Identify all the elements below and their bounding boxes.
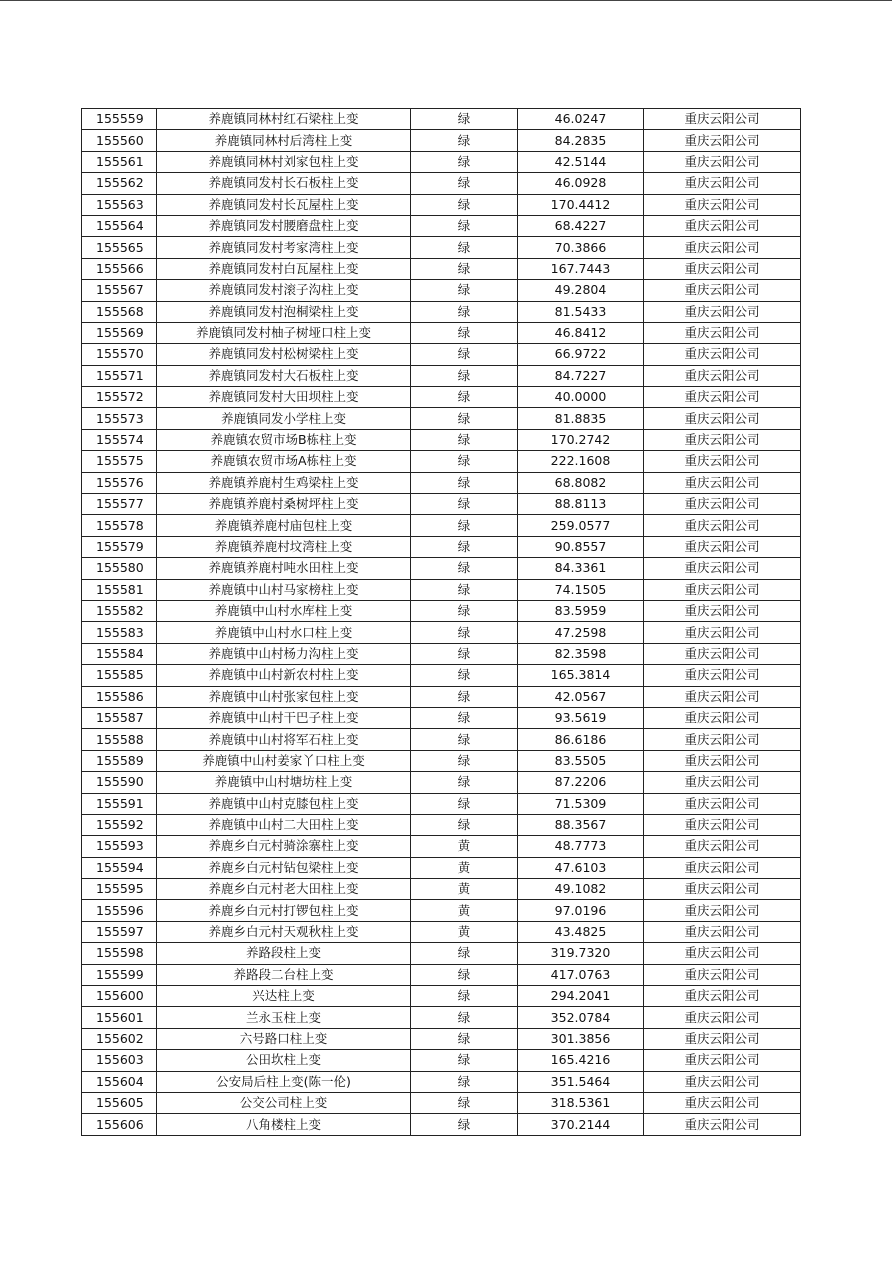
status-color-cell: 绿	[411, 558, 518, 579]
company-name-cell: 重庆云阳公司	[644, 301, 801, 322]
table-row	[82, 665, 801, 686]
status-color-cell: 绿	[411, 750, 518, 771]
row-id-cell: 155586	[82, 686, 157, 707]
row-id-cell: 155576	[82, 472, 157, 493]
status-color-cell: 黄	[411, 900, 518, 921]
row-id-cell: 155584	[82, 643, 157, 664]
capacity-value-cell: 165.3814	[518, 665, 644, 686]
table-row	[82, 1071, 801, 1092]
table-row	[82, 579, 801, 600]
page-top-border	[0, 0, 892, 1]
capacity-value-cell: 46.0928	[518, 173, 644, 194]
transformer-name-cell: 养鹿镇同发小学柱上变	[157, 408, 411, 429]
transformer-name-cell: 养鹿镇中山村将军石柱上变	[157, 729, 411, 750]
company-name-cell: 重庆云阳公司	[644, 814, 801, 835]
table-row	[82, 900, 801, 921]
capacity-value-cell: 71.5309	[518, 793, 644, 814]
table-row	[82, 344, 801, 365]
company-name-cell: 重庆云阳公司	[644, 729, 801, 750]
row-id-cell: 155591	[82, 793, 157, 814]
status-color-cell: 绿	[411, 1007, 518, 1028]
transformer-name-cell: 养鹿镇养鹿村桑树坪柱上变	[157, 494, 411, 515]
row-id-cell: 155603	[82, 1050, 157, 1071]
row-id-cell: 155565	[82, 237, 157, 258]
status-color-cell: 绿	[411, 130, 518, 151]
capacity-value-cell: 83.5959	[518, 600, 644, 621]
company-name-cell: 重庆云阳公司	[644, 130, 801, 151]
capacity-value-cell: 66.9722	[518, 344, 644, 365]
table-row	[82, 494, 801, 515]
transformer-name-cell: 公田坎柱上变	[157, 1050, 411, 1071]
row-id-cell: 155587	[82, 707, 157, 728]
company-name-cell: 重庆云阳公司	[644, 1071, 801, 1092]
row-id-cell: 155563	[82, 194, 157, 215]
capacity-value-cell: 370.2144	[518, 1114, 644, 1135]
transformer-name-cell: 养鹿镇同发村松树梁柱上变	[157, 344, 411, 365]
status-color-cell: 绿	[411, 964, 518, 985]
capacity-value-cell: 47.2598	[518, 622, 644, 643]
company-name-cell: 重庆云阳公司	[644, 558, 801, 579]
row-id-cell: 155595	[82, 879, 157, 900]
table-row	[82, 921, 801, 942]
company-name-cell: 重庆云阳公司	[644, 857, 801, 878]
transformer-name-cell: 养鹿镇中山村杨力沟柱上变	[157, 643, 411, 664]
transformer-name-cell: 养鹿镇同林村红石梁柱上变	[157, 109, 411, 130]
status-color-cell: 绿	[411, 1050, 518, 1071]
row-id-cell: 155593	[82, 836, 157, 857]
company-name-cell: 重庆云阳公司	[644, 1092, 801, 1113]
capacity-value-cell: 352.0784	[518, 1007, 644, 1028]
status-color-cell: 绿	[411, 793, 518, 814]
transformer-name-cell: 养鹿镇中山村二大田柱上变	[157, 814, 411, 835]
row-id-cell: 155578	[82, 515, 157, 536]
row-id-cell: 155573	[82, 408, 157, 429]
row-id-cell: 155577	[82, 494, 157, 515]
capacity-value-cell: 68.4227	[518, 215, 644, 236]
row-id-cell: 155570	[82, 344, 157, 365]
status-color-cell: 绿	[411, 194, 518, 215]
table-row	[82, 109, 801, 130]
transformer-name-cell: 养鹿镇同发村滚子沟柱上变	[157, 280, 411, 301]
capacity-value-cell: 318.5361	[518, 1092, 644, 1113]
company-name-cell: 重庆云阳公司	[644, 772, 801, 793]
capacity-value-cell: 84.2835	[518, 130, 644, 151]
transformer-name-cell: 养鹿镇养鹿村生鸡梁柱上变	[157, 472, 411, 493]
transformer-name-cell: 养鹿乡白元村老大田柱上变	[157, 879, 411, 900]
status-color-cell: 黄	[411, 857, 518, 878]
transformer-name-cell: 六号路口柱上变	[157, 1028, 411, 1049]
capacity-value-cell: 222.1608	[518, 451, 644, 472]
company-name-cell: 重庆云阳公司	[644, 237, 801, 258]
company-name-cell: 重庆云阳公司	[644, 1028, 801, 1049]
capacity-value-cell: 170.4412	[518, 194, 644, 215]
transformer-name-cell: 养鹿镇中山村塘坊柱上变	[157, 772, 411, 793]
transformer-name-cell: 养鹿镇农贸市场A栋柱上变	[157, 451, 411, 472]
transformer-name-cell: 养鹿镇同发村考家湾柱上变	[157, 237, 411, 258]
transformer-name-cell: 养鹿镇同发村长石板柱上变	[157, 173, 411, 194]
row-id-cell: 155574	[82, 429, 157, 450]
table-row	[82, 1028, 801, 1049]
transformer-name-cell: 养鹿镇养鹿村坟湾柱上变	[157, 536, 411, 557]
transformer-name-cell: 养鹿镇同林村刘家包柱上变	[157, 151, 411, 172]
status-color-cell: 绿	[411, 322, 518, 343]
row-id-cell: 155568	[82, 301, 157, 322]
capacity-value-cell: 87.2206	[518, 772, 644, 793]
table-row	[82, 429, 801, 450]
row-id-cell: 155560	[82, 130, 157, 151]
row-id-cell: 155598	[82, 943, 157, 964]
company-name-cell: 重庆云阳公司	[644, 964, 801, 985]
row-id-cell: 155562	[82, 173, 157, 194]
company-name-cell: 重庆云阳公司	[644, 215, 801, 236]
company-name-cell: 重庆云阳公司	[644, 472, 801, 493]
status-color-cell: 绿	[411, 151, 518, 172]
table-row	[82, 558, 801, 579]
transformer-name-cell: 养鹿乡白元村骑涂寨柱上变	[157, 836, 411, 857]
table-row	[82, 130, 801, 151]
capacity-value-cell: 90.8557	[518, 536, 644, 557]
transformer-name-cell: 公安局后柱上变(陈一伦)	[157, 1071, 411, 1092]
company-name-cell: 重庆云阳公司	[644, 600, 801, 621]
company-name-cell: 重庆云阳公司	[644, 1050, 801, 1071]
table-row	[82, 173, 801, 194]
row-id-cell: 155585	[82, 665, 157, 686]
status-color-cell: 绿	[411, 344, 518, 365]
row-id-cell: 155582	[82, 600, 157, 621]
capacity-value-cell: 88.3567	[518, 814, 644, 835]
status-color-cell: 绿	[411, 729, 518, 750]
company-name-cell: 重庆云阳公司	[644, 322, 801, 343]
capacity-value-cell: 259.0577	[518, 515, 644, 536]
capacity-value-cell: 170.2742	[518, 429, 644, 450]
row-id-cell: 155600	[82, 986, 157, 1007]
row-id-cell: 155592	[82, 814, 157, 835]
row-id-cell: 155580	[82, 558, 157, 579]
company-name-cell: 重庆云阳公司	[644, 408, 801, 429]
company-name-cell: 重庆云阳公司	[644, 665, 801, 686]
capacity-value-cell: 294.2041	[518, 986, 644, 1007]
table-row	[82, 750, 801, 771]
transformer-name-cell: 养路段柱上变	[157, 943, 411, 964]
table-row	[82, 707, 801, 728]
capacity-value-cell: 48.7773	[518, 836, 644, 857]
status-color-cell: 黄	[411, 836, 518, 857]
status-color-cell: 绿	[411, 451, 518, 472]
transformer-name-cell: 养鹿乡白元村钻包梁柱上变	[157, 857, 411, 878]
transformer-name-cell: 养鹿镇同发村腰磨盘柱上变	[157, 215, 411, 236]
table-row	[82, 1114, 801, 1135]
table-row	[82, 237, 801, 258]
company-name-cell: 重庆云阳公司	[644, 707, 801, 728]
company-name-cell: 重庆云阳公司	[644, 900, 801, 921]
transformer-name-cell: 养鹿乡白元村打锣包柱上变	[157, 900, 411, 921]
status-color-cell: 绿	[411, 301, 518, 322]
company-name-cell: 重庆云阳公司	[644, 109, 801, 130]
row-id-cell: 155559	[82, 109, 157, 130]
row-id-cell: 155597	[82, 921, 157, 942]
table-row	[82, 215, 801, 236]
table-row	[82, 622, 801, 643]
company-name-cell: 重庆云阳公司	[644, 515, 801, 536]
transformer-name-cell: 养鹿镇同发村大田坝柱上变	[157, 387, 411, 408]
transformer-name-cell: 养鹿镇中山村水库柱上变	[157, 600, 411, 621]
status-color-cell: 绿	[411, 408, 518, 429]
row-id-cell: 155588	[82, 729, 157, 750]
row-id-cell: 155590	[82, 772, 157, 793]
table-row	[82, 1092, 801, 1113]
status-color-cell: 绿	[411, 707, 518, 728]
row-id-cell: 155579	[82, 536, 157, 557]
table-row	[82, 365, 801, 386]
transformer-name-cell: 养鹿镇中山村张家包柱上变	[157, 686, 411, 707]
table-row	[82, 772, 801, 793]
capacity-value-cell: 97.0196	[518, 900, 644, 921]
transformer-name-cell: 养鹿镇同发村长瓦屋柱上变	[157, 194, 411, 215]
company-name-cell: 重庆云阳公司	[644, 280, 801, 301]
row-id-cell: 155566	[82, 258, 157, 279]
capacity-value-cell: 47.6103	[518, 857, 644, 878]
capacity-value-cell: 84.3361	[518, 558, 644, 579]
table-row	[82, 600, 801, 621]
capacity-value-cell: 83.5505	[518, 750, 644, 771]
company-name-cell: 重庆云阳公司	[644, 879, 801, 900]
table-row	[82, 686, 801, 707]
status-color-cell: 绿	[411, 622, 518, 643]
transformer-name-cell: 养鹿乡白元村天观秋柱上变	[157, 921, 411, 942]
status-color-cell: 绿	[411, 215, 518, 236]
table-row	[82, 879, 801, 900]
transformer-name-cell: 养鹿镇中山村水口柱上变	[157, 622, 411, 643]
status-color-cell: 绿	[411, 365, 518, 386]
company-name-cell: 重庆云阳公司	[644, 943, 801, 964]
status-color-cell: 黄	[411, 879, 518, 900]
status-color-cell: 绿	[411, 686, 518, 707]
row-id-cell: 155602	[82, 1028, 157, 1049]
capacity-value-cell: 417.0763	[518, 964, 644, 985]
status-color-cell: 绿	[411, 515, 518, 536]
row-id-cell: 155583	[82, 622, 157, 643]
company-name-cell: 重庆云阳公司	[644, 173, 801, 194]
transformer-name-cell: 养鹿镇农贸市场B栋柱上变	[157, 429, 411, 450]
capacity-value-cell: 88.8113	[518, 494, 644, 515]
capacity-value-cell: 167.7443	[518, 258, 644, 279]
status-color-cell: 绿	[411, 986, 518, 1007]
transformer-name-cell: 兰永玉柱上变	[157, 1007, 411, 1028]
table-body	[82, 109, 801, 1136]
company-name-cell: 重庆云阳公司	[644, 1114, 801, 1135]
status-color-cell: 绿	[411, 943, 518, 964]
company-name-cell: 重庆云阳公司	[644, 365, 801, 386]
status-color-cell: 绿	[411, 237, 518, 258]
status-color-cell: 绿	[411, 280, 518, 301]
capacity-value-cell: 42.0567	[518, 686, 644, 707]
transformer-name-cell: 兴达柱上变	[157, 986, 411, 1007]
company-name-cell: 重庆云阳公司	[644, 258, 801, 279]
table-row	[82, 943, 801, 964]
table-row	[82, 301, 801, 322]
row-id-cell: 155589	[82, 750, 157, 771]
capacity-value-cell: 40.0000	[518, 387, 644, 408]
capacity-value-cell: 43.4825	[518, 921, 644, 942]
status-color-cell: 绿	[411, 1028, 518, 1049]
status-color-cell: 绿	[411, 600, 518, 621]
table-row	[82, 643, 801, 664]
row-id-cell: 155596	[82, 900, 157, 921]
status-color-cell: 黄	[411, 921, 518, 942]
company-name-cell: 重庆云阳公司	[644, 686, 801, 707]
capacity-value-cell: 84.7227	[518, 365, 644, 386]
capacity-value-cell: 165.4216	[518, 1050, 644, 1071]
row-id-cell: 155561	[82, 151, 157, 172]
table-row	[82, 814, 801, 835]
transformer-name-cell: 养鹿镇中山村克膝包柱上变	[157, 793, 411, 814]
capacity-value-cell: 68.8082	[518, 472, 644, 493]
table-row	[82, 280, 801, 301]
table-row	[82, 836, 801, 857]
company-name-cell: 重庆云阳公司	[644, 579, 801, 600]
capacity-value-cell: 319.7320	[518, 943, 644, 964]
capacity-value-cell: 81.5433	[518, 301, 644, 322]
transformer-name-cell: 养鹿镇同林村后湾柱上变	[157, 130, 411, 151]
table-row	[82, 387, 801, 408]
company-name-cell: 重庆云阳公司	[644, 387, 801, 408]
transformer-name-cell: 八角楼柱上变	[157, 1114, 411, 1135]
table-row	[82, 986, 801, 1007]
transformer-name-cell: 养鹿镇同发村白瓦屋柱上变	[157, 258, 411, 279]
status-color-cell: 绿	[411, 772, 518, 793]
capacity-value-cell: 42.5144	[518, 151, 644, 172]
company-name-cell: 重庆云阳公司	[644, 194, 801, 215]
capacity-value-cell: 81.8835	[518, 408, 644, 429]
table-row	[82, 258, 801, 279]
capacity-value-cell: 49.2804	[518, 280, 644, 301]
row-id-cell: 155606	[82, 1114, 157, 1135]
transformer-name-cell: 养鹿镇中山村新农村柱上变	[157, 665, 411, 686]
company-name-cell: 重庆云阳公司	[644, 643, 801, 664]
status-color-cell: 绿	[411, 173, 518, 194]
capacity-value-cell: 93.5619	[518, 707, 644, 728]
table-row	[82, 729, 801, 750]
capacity-value-cell: 82.3598	[518, 643, 644, 664]
row-id-cell: 155599	[82, 964, 157, 985]
row-id-cell: 155604	[82, 1071, 157, 1092]
status-color-cell: 绿	[411, 814, 518, 835]
transformer-name-cell: 养鹿镇养鹿村庙包柱上变	[157, 515, 411, 536]
row-id-cell: 155567	[82, 280, 157, 301]
table-row	[82, 1007, 801, 1028]
capacity-value-cell: 351.5464	[518, 1071, 644, 1092]
status-color-cell: 绿	[411, 579, 518, 600]
company-name-cell: 重庆云阳公司	[644, 921, 801, 942]
status-color-cell: 绿	[411, 536, 518, 557]
row-id-cell: 155569	[82, 322, 157, 343]
company-name-cell: 重庆云阳公司	[644, 344, 801, 365]
status-color-cell: 绿	[411, 387, 518, 408]
transformer-name-cell: 养鹿镇养鹿村吨水田柱上变	[157, 558, 411, 579]
row-id-cell: 155571	[82, 365, 157, 386]
company-name-cell: 重庆云阳公司	[644, 451, 801, 472]
status-color-cell: 绿	[411, 1071, 518, 1092]
table-row	[82, 964, 801, 985]
row-id-cell: 155575	[82, 451, 157, 472]
capacity-value-cell: 301.3856	[518, 1028, 644, 1049]
table-row	[82, 515, 801, 536]
capacity-value-cell: 70.3866	[518, 237, 644, 258]
capacity-value-cell: 86.6186	[518, 729, 644, 750]
status-color-cell: 绿	[411, 665, 518, 686]
table-row	[82, 1050, 801, 1071]
status-color-cell: 绿	[411, 429, 518, 450]
company-name-cell: 重庆云阳公司	[644, 750, 801, 771]
status-color-cell: 绿	[411, 1092, 518, 1113]
company-name-cell: 重庆云阳公司	[644, 151, 801, 172]
company-name-cell: 重庆云阳公司	[644, 836, 801, 857]
transformer-name-cell: 养鹿镇中山村干巴子柱上变	[157, 707, 411, 728]
row-id-cell: 155581	[82, 579, 157, 600]
transformer-name-cell: 养鹿镇同发村泡桐梁柱上变	[157, 301, 411, 322]
table-row	[82, 472, 801, 493]
company-name-cell: 重庆云阳公司	[644, 494, 801, 515]
capacity-value-cell: 46.0247	[518, 109, 644, 130]
table-row	[82, 536, 801, 557]
company-name-cell: 重庆云阳公司	[644, 986, 801, 1007]
table-row	[82, 857, 801, 878]
table-row	[82, 793, 801, 814]
transformer-name-cell: 养鹿镇同发村大石板柱上变	[157, 365, 411, 386]
company-name-cell: 重庆云阳公司	[644, 429, 801, 450]
table-row	[82, 194, 801, 215]
status-color-cell: 绿	[411, 258, 518, 279]
table-row	[82, 451, 801, 472]
company-name-cell: 重庆云阳公司	[644, 1007, 801, 1028]
transformer-table	[81, 108, 801, 1136]
status-color-cell: 绿	[411, 1114, 518, 1135]
transformer-name-cell: 养鹿镇中山村马家榜柱上变	[157, 579, 411, 600]
status-color-cell: 绿	[411, 472, 518, 493]
row-id-cell: 155601	[82, 1007, 157, 1028]
capacity-value-cell: 46.8412	[518, 322, 644, 343]
transformer-name-cell: 养路段二台柱上变	[157, 964, 411, 985]
row-id-cell: 155564	[82, 215, 157, 236]
company-name-cell: 重庆云阳公司	[644, 622, 801, 643]
transformer-name-cell: 公交公司柱上变	[157, 1092, 411, 1113]
status-color-cell: 绿	[411, 494, 518, 515]
status-color-cell: 绿	[411, 643, 518, 664]
company-name-cell: 重庆云阳公司	[644, 536, 801, 557]
table-row	[82, 322, 801, 343]
table-row	[82, 408, 801, 429]
capacity-value-cell: 49.1082	[518, 879, 644, 900]
capacity-value-cell: 74.1505	[518, 579, 644, 600]
company-name-cell: 重庆云阳公司	[644, 793, 801, 814]
table-row	[82, 151, 801, 172]
transformer-name-cell: 养鹿镇中山村姜家丫口柱上变	[157, 750, 411, 771]
row-id-cell: 155572	[82, 387, 157, 408]
row-id-cell: 155594	[82, 857, 157, 878]
status-color-cell: 绿	[411, 109, 518, 130]
transformer-name-cell: 养鹿镇同发村柚子树垭口柱上变	[157, 322, 411, 343]
row-id-cell: 155605	[82, 1092, 157, 1113]
